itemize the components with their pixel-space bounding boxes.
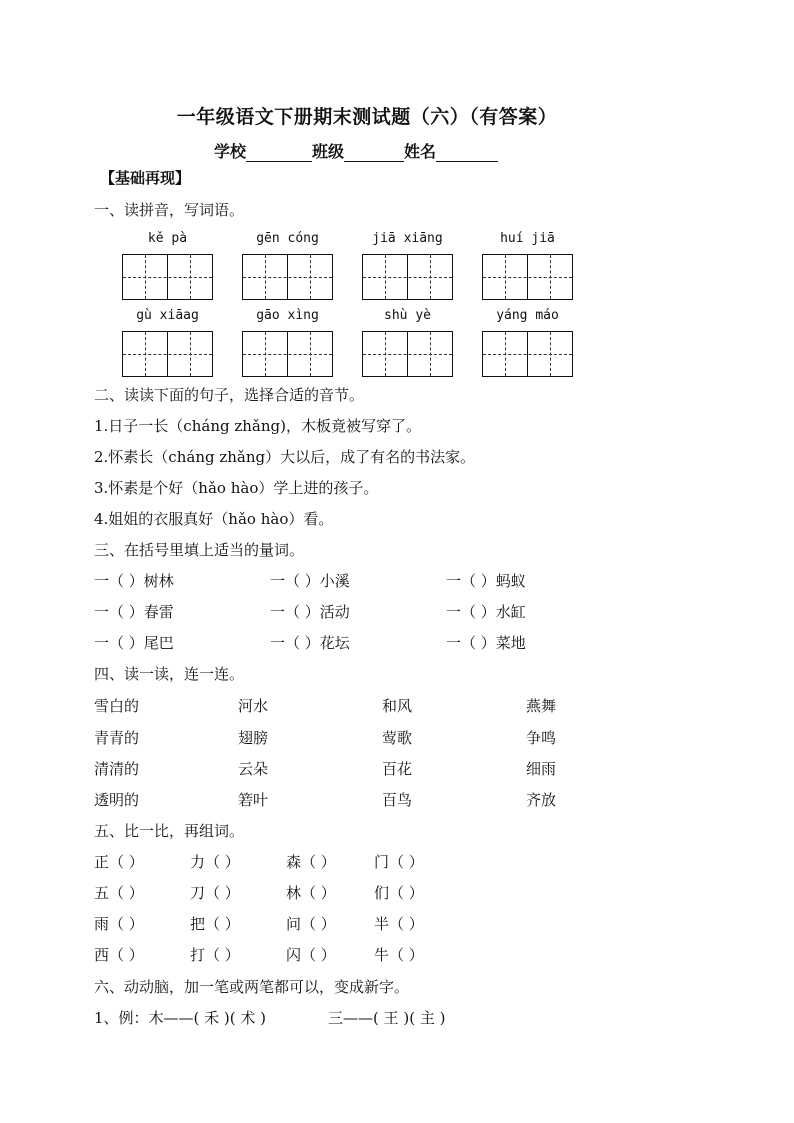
match-word[interactable]: 清清的 xyxy=(94,760,140,778)
q6-example-2: 三——( 王 )( 主 ) xyxy=(328,1009,446,1027)
q5-heading: 五、比一比，再组词。 xyxy=(94,822,245,840)
measure-word-item[interactable]: 一（ ）尾巴 xyxy=(94,634,174,652)
measure-word-item[interactable]: 一（ ）花坛 xyxy=(270,634,350,652)
measure-word-item[interactable]: 一（ ）春雷 xyxy=(94,603,174,621)
match-word[interactable]: 燕舞 xyxy=(526,697,557,715)
name-label: 姓名 xyxy=(404,142,437,161)
q1-heading: 一、读拼音，写词语。 xyxy=(94,201,245,219)
class-label: 班级 xyxy=(312,142,345,161)
compare-item[interactable]: 正（ ） xyxy=(94,853,144,871)
writing-grid[interactable] xyxy=(362,331,453,377)
q2-sentence-4: 4.姐姐的衣服真好（hǎo hào）看。 xyxy=(94,510,334,528)
student-info-fields xyxy=(214,139,498,162)
compare-item[interactable]: 问（ ） xyxy=(286,915,336,933)
compare-item[interactable]: 半（ ） xyxy=(374,915,424,933)
compare-item[interactable]: 雨（ ） xyxy=(94,915,144,933)
pinyin-label: yáng máo xyxy=(496,308,559,323)
q6-example-1: 1、例：木——( 禾 )( 术 ) xyxy=(94,1009,267,1027)
section-header: 【基础再现】 xyxy=(100,169,191,187)
compare-item[interactable]: 打（ ） xyxy=(190,946,240,964)
pinyin-label: shù yè xyxy=(384,308,431,323)
match-word[interactable]: 莺歌 xyxy=(382,729,413,747)
writing-grid[interactable] xyxy=(482,331,573,377)
school-label: 学校 xyxy=(214,142,247,161)
match-word[interactable]: 翅膀 xyxy=(238,729,269,747)
match-word[interactable]: 细雨 xyxy=(526,760,557,778)
q2-sentence-1: 1.日子一长（cháng zhǎng)，木板竟被写穿了。 xyxy=(94,417,421,435)
match-word[interactable]: 和风 xyxy=(382,697,413,715)
q2-sentence-2: 2.怀素长（cháng zhǎng）大以后，成了有名的书法家。 xyxy=(94,448,476,466)
pinyin-label: kě pà xyxy=(147,231,188,246)
pinyin-label: huí jiā xyxy=(500,231,555,246)
q4-heading: 四、读一读，连一连。 xyxy=(94,665,245,683)
writing-grid[interactable] xyxy=(482,254,573,300)
match-word[interactable]: 河水 xyxy=(238,697,269,715)
writing-grid[interactable] xyxy=(362,254,453,300)
writing-grid[interactable] xyxy=(242,254,333,300)
match-word[interactable]: 百鸟 xyxy=(382,791,413,809)
q2-sentence-3: 3.怀素是个好（hǎo hào）学上进的孩子。 xyxy=(94,479,379,497)
match-word[interactable]: 云朵 xyxy=(238,760,269,778)
match-word[interactable]: 百花 xyxy=(382,760,413,778)
pinyin-label: jiā xiāng xyxy=(372,231,443,246)
compare-item[interactable]: 闪（ ） xyxy=(286,946,336,964)
measure-word-item[interactable]: 一（ ）树林 xyxy=(94,572,174,590)
measure-word-item[interactable]: 一（ ）水缸 xyxy=(446,603,526,621)
compare-item[interactable]: 牛（ ） xyxy=(374,946,424,964)
compare-item[interactable]: 森（ ） xyxy=(286,853,336,871)
measure-word-item[interactable]: 一（ ）蚂蚁 xyxy=(446,572,526,590)
compare-item[interactable]: 把（ ） xyxy=(190,915,240,933)
q3-heading: 三、在括号里填上适当的量词。 xyxy=(94,541,305,559)
page-title: 一年级语文下册期末测试题（六）（有答案） xyxy=(176,106,558,128)
writing-grid[interactable] xyxy=(242,331,333,377)
compare-item[interactable]: 林（ ） xyxy=(286,884,336,902)
writing-grid[interactable] xyxy=(122,331,213,377)
class-blank[interactable] xyxy=(344,146,404,162)
compare-item[interactable]: 门（ ） xyxy=(374,853,424,871)
match-word[interactable]: 争鸣 xyxy=(526,729,557,747)
name-blank[interactable] xyxy=(436,146,498,162)
compare-item[interactable]: 力（ ） xyxy=(190,853,240,871)
measure-word-item[interactable]: 一（ ）小溪 xyxy=(270,572,350,590)
school-blank[interactable] xyxy=(246,146,312,162)
match-word[interactable]: 青青的 xyxy=(94,729,140,747)
pinyin-label: gù xiāag xyxy=(136,308,199,323)
compare-item[interactable]: 西（ ） xyxy=(94,946,144,964)
match-word[interactable]: 雪白的 xyxy=(94,697,140,715)
match-word[interactable]: 透明的 xyxy=(94,791,140,809)
compare-item[interactable]: 刀（ ） xyxy=(190,884,240,902)
match-word[interactable]: 齐放 xyxy=(526,791,557,809)
compare-item[interactable]: 们（ ） xyxy=(374,884,424,902)
q2-heading: 二、读读下面的句子，选择合适的音节。 xyxy=(94,386,365,404)
measure-word-item[interactable]: 一（ ）菜地 xyxy=(446,634,526,652)
pinyin-label: gēn cóng xyxy=(256,231,319,246)
pinyin-label: gāo xìng xyxy=(256,308,319,323)
compare-item[interactable]: 五（ ） xyxy=(94,884,144,902)
writing-grid[interactable] xyxy=(122,254,213,300)
match-word[interactable]: 箬叶 xyxy=(238,791,269,809)
q6-heading: 六、动动脑，加一笔或两笔都可以，变成新字。 xyxy=(94,978,410,996)
measure-word-item[interactable]: 一（ ）活动 xyxy=(270,603,350,621)
